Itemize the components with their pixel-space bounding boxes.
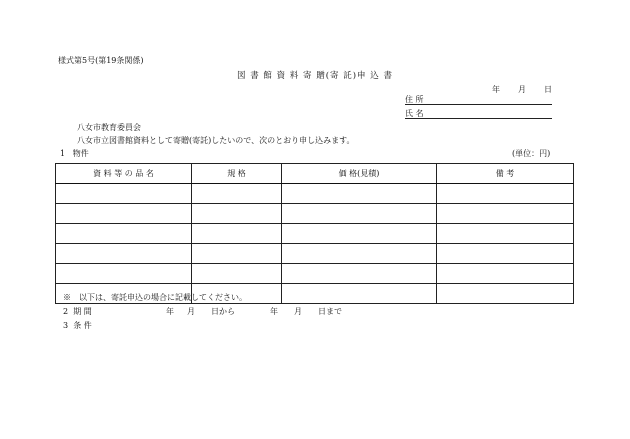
name-label: 氏 名 [405, 109, 424, 118]
table-cell[interactable] [437, 244, 574, 264]
item-section-number: 1 [60, 149, 66, 158]
header-item-name: 資 料 等 の 品 名 [56, 164, 192, 184]
table-cell[interactable] [282, 264, 437, 284]
table-row [56, 184, 574, 204]
table-cell[interactable] [282, 284, 437, 304]
date-year-label: 年 [492, 85, 500, 94]
table-header-row [56, 164, 574, 184]
period-number: 2 [63, 307, 69, 316]
addressee: 八女市教育委員会 [77, 123, 141, 132]
table-cell[interactable] [282, 204, 437, 224]
date-month-label: 月 [518, 85, 526, 94]
items-table [55, 163, 574, 304]
date-day-label: 日 [544, 85, 552, 94]
table-cell[interactable] [437, 264, 574, 284]
table-row [56, 204, 574, 224]
table-cell[interactable] [282, 244, 437, 264]
conditions-line [63, 322, 92, 330]
header-remarks: 備 考 [437, 164, 574, 184]
period-line [63, 307, 342, 316]
table-cell[interactable] [56, 244, 192, 264]
table-row [56, 244, 574, 264]
table-cell[interactable] [56, 184, 192, 204]
form-title: 図 書 館 資 料 寄 贈(寄 託)申 込 書 [237, 71, 393, 81]
table-row [56, 224, 574, 244]
period-from-year: 年 [166, 307, 174, 316]
period-from-month: 月 [187, 307, 195, 316]
period-to-year: 年 [270, 307, 278, 316]
table-cell[interactable] [192, 224, 282, 244]
item-section-label: 物件 [72, 149, 89, 158]
table-cell[interactable] [437, 184, 574, 204]
table-cell[interactable] [437, 224, 574, 244]
conditions-label: 条 件 [73, 321, 92, 330]
application-statement: 八女市立図書館資料として寄贈(寄託)したいので、次のとおり申し込みます。 [77, 136, 355, 145]
unit-label: (単位：円) [512, 149, 551, 158]
period-to-month: 月 [294, 307, 302, 316]
table-cell[interactable] [192, 184, 282, 204]
conditions-number: 3 [63, 321, 69, 330]
address-label: 住 所 [405, 95, 424, 104]
item-section-heading [60, 150, 89, 158]
table-cell[interactable] [282, 184, 437, 204]
table-cell[interactable] [192, 244, 282, 264]
header-specification: 規 格 [192, 164, 282, 184]
period-from-day: 日から [211, 307, 235, 316]
table-cell[interactable] [437, 284, 574, 304]
name-field[interactable] [405, 108, 552, 119]
header-price: 価 格(見積) [282, 164, 437, 184]
table-cell[interactable] [56, 224, 192, 244]
table-cell[interactable] [282, 224, 437, 244]
table-cell[interactable] [56, 204, 192, 224]
period-to-day: 日まで [318, 307, 342, 316]
consignment-note: ※ 以下は、寄託申込の場合に記載してください。 [63, 293, 247, 302]
table-row [56, 264, 574, 284]
table-cell[interactable] [56, 264, 192, 284]
form-number: 様式第5号(第19条関係) [58, 56, 144, 65]
table-cell[interactable] [192, 204, 282, 224]
table-cell[interactable] [437, 204, 574, 224]
date-line [492, 86, 552, 94]
table-cell[interactable] [192, 264, 282, 284]
period-label: 期 間 [73, 307, 92, 316]
address-field[interactable] [405, 94, 552, 105]
